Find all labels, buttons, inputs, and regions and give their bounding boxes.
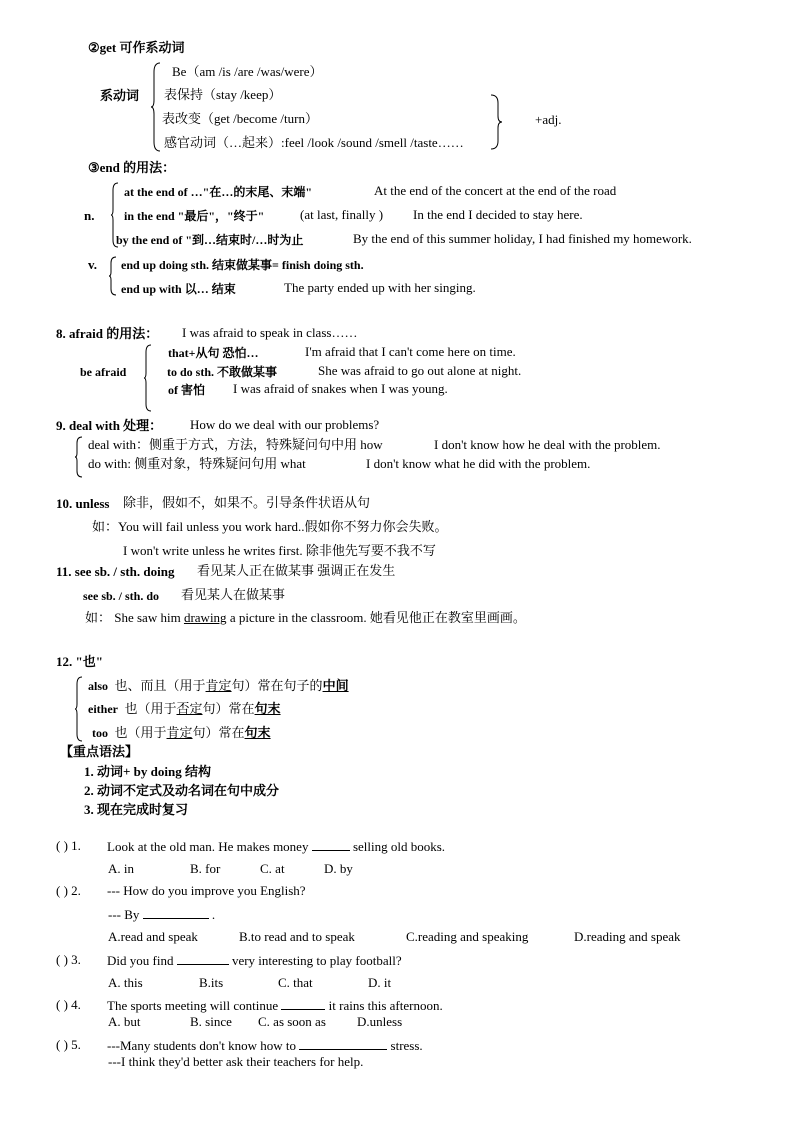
ye-too-text-b: 句）常在 (192, 725, 245, 740)
dealwith-head: 9. deal with 处理： (56, 418, 163, 433)
exercise-5-q-before: ---Many students don't know how to (107, 1038, 300, 1053)
end-n-term-1: at the end of …"在…的末尾、末端" (124, 185, 312, 199)
get-right-brace-icon (490, 94, 504, 150)
exercise-4-option-d: D.unless (357, 1014, 403, 1029)
get-row-3: 表改变（get /become /turn） (162, 111, 318, 126)
get-label: 系动词 (100, 88, 140, 103)
grammar-item-3: 3. 现在完成时复习 (84, 802, 189, 817)
exercise-1-option-b: B. for (190, 861, 221, 876)
afraid-term-1: that+从句 恐怕… (168, 346, 259, 360)
ye-row-too (92, 725, 271, 741)
see-term-2: see sb. / sth. do (83, 589, 160, 603)
unless-example-1: 如：You will fail unless you work hard..假如你不努力你会失败。 (92, 519, 448, 534)
afraid-example-1: I'm afraid that I can't come here on time. (305, 344, 516, 359)
exercise-5-question (107, 1037, 423, 1054)
see-example-rest: a picture in the classroom. 她看见他正在教室里画画。 (226, 610, 526, 625)
end-n-example-2: In the end I decided to stay here. (413, 207, 583, 222)
afraid-term-3: of 害怕 (168, 383, 205, 397)
end-n-term-2: in the end "最后"，"终于" (124, 209, 265, 223)
exercise-3-q-after: very interesting to play football? (228, 953, 402, 968)
exercise-1-blank[interactable] (312, 838, 350, 851)
end-n-term-3: by the end of "到…结束时/…时为止 (116, 233, 304, 247)
ye-either-key-2: 句末 (254, 701, 281, 716)
get-row-2: 表保持（stay /keep） (164, 87, 282, 102)
dealwith-term-1: deal with：侧重于方式，方法，特殊疑问句中用 how (88, 437, 383, 452)
exercise-4-option-c: C. as soon as (258, 1014, 326, 1029)
exercise-2-number: ( ) 2. (56, 883, 81, 898)
afraid-example-2: She was afraid to go out alone at night. (318, 363, 522, 378)
exercise-4-number: ( ) 4. (56, 997, 81, 1012)
exercise-3-question (107, 952, 402, 969)
exercise-3-option-b: B.its (199, 975, 224, 990)
exercise-1-option-a: A. in (108, 861, 134, 876)
ye-too-key-1: 肯定 (166, 725, 193, 740)
see-example (85, 610, 526, 626)
end-v-example-2: The party ended up with her singing. (284, 280, 476, 295)
ye-either-text-a: 也（用于 (124, 701, 177, 716)
dealwith-example-2: I don't know what he did with the problem. (366, 456, 591, 471)
exercise-2-option-b: B.to read and to speak (239, 929, 355, 944)
exercise-1-q-after: selling old books. (349, 839, 446, 854)
end-n-example-3: By the end of this summer holiday, I had finished my homework. (353, 231, 692, 246)
unless-head: 10. unless (56, 496, 110, 511)
afraid-head: 8. afraid 的用法： (56, 326, 159, 341)
dealwith-sentence: How do we deal with our problems? (190, 417, 380, 432)
end-n-note-2: (at last, finally ) (300, 207, 384, 222)
exercise-4-blank[interactable] (281, 997, 325, 1010)
ye-row-either (88, 701, 281, 717)
ye-too-text-a: 也（用于 (114, 725, 167, 740)
ye-row-also (88, 678, 349, 694)
exercise-2-option-a: A.read and speak (108, 929, 198, 944)
exercise-4-option-b: B. since (190, 1014, 232, 1029)
get-row-4: 感官动词（…起来）:feel /look /sound /smell /taste…… (164, 135, 464, 150)
afraid-sentence: I was afraid to speak in class…… (182, 325, 358, 340)
see-desc-1: 看见某人正在做某事 强调正在发生 (197, 563, 396, 578)
grammar-title: 【重点语法】 (60, 744, 139, 759)
end-v-term-1: end up doing sth. 结束做某事= finish doing sth. (121, 258, 364, 272)
see-head: 11. see sb. / sth. doing (56, 564, 175, 579)
see-desc-2: 看见某人在做某事 (181, 587, 286, 602)
end-v-label: v. (88, 257, 98, 272)
ye-also-text-a: 也、而且（用于 (114, 678, 206, 693)
afraid-term-2: to do sth. 不敢做某事 (167, 365, 278, 379)
ye-head: 12. "也" (56, 654, 103, 669)
exercise-5-blank[interactable] (299, 1037, 387, 1050)
ye-brace-icon (74, 676, 84, 742)
ye-also-key-2: 中间 (322, 678, 349, 693)
dealwith-example-1: I don't know how he deal with the problem. (434, 437, 661, 452)
afraid-brace-icon (143, 344, 153, 412)
exercise-4-q-after: it rains this afternoon. (325, 998, 443, 1013)
exercise-2-question: --- How do you improve you English? (107, 883, 306, 898)
exercise-1-q-before: Look at the old man. He makes money (107, 839, 312, 854)
dealwith-brace-icon (74, 436, 84, 478)
afraid-label: be afraid (80, 365, 127, 379)
exercise-1-option-c: C. at (260, 861, 285, 876)
end-v-term-2: end up with 以… 结束 (121, 282, 236, 296)
exercise-2-blank[interactable] (143, 906, 209, 919)
end-n-label: n. (84, 208, 95, 223)
exercise-3-blank[interactable] (177, 952, 229, 965)
see-example-underlined: drawing (183, 610, 227, 625)
exercise-5-number: ( ) 5. (56, 1037, 81, 1052)
get-title: ②get 可作系动词 (88, 40, 185, 55)
see-example-prefix: 如： She saw him (85, 610, 184, 625)
ye-too-key-2: 句末 (244, 725, 271, 740)
afraid-example-3: I was afraid of snakes when I was young. (233, 381, 448, 396)
ye-either-key-1: 否定 (176, 701, 203, 716)
ye-either-text-b: 句）常在 (202, 701, 255, 716)
grammar-item-1: 1. 动词+ by doing 结构 (84, 764, 211, 779)
dealwith-term-2: do with: 侧重对象，特殊疑问句用 what (88, 456, 306, 471)
exercise-2-line-2-text: --- By (108, 907, 143, 922)
get-row-1: Be（am /is /are /was/were） (172, 64, 323, 79)
exercise-4-q-before: The sports meeting will continue (107, 998, 282, 1013)
exercise-4-option-a: A. but (108, 1014, 141, 1029)
exercise-3-option-c: C. that (278, 975, 313, 990)
ye-word-too: too (92, 726, 108, 740)
end-v-brace-icon (108, 256, 118, 296)
get-left-brace-icon (150, 62, 162, 152)
unless-example-2: I won't write unless he writes first. 除非他先写要不我不写 (123, 543, 436, 558)
exercise-1-option-d: D. by (324, 861, 353, 876)
exercise-2-line-2: --- By . (108, 907, 216, 922)
exercise-1-number: ( ) 1. (56, 838, 81, 853)
ye-word-either: either (88, 702, 118, 716)
ye-also-text-b: 句）常在句子的 (231, 678, 323, 693)
get-adj: +adj. (535, 112, 562, 127)
exercise-2-option-d: D.reading and speak (574, 929, 681, 944)
exercise-3-number: ( ) 3. (56, 952, 81, 967)
exercise-5-line-2: ---I think they'd better ask their teachers for help. (108, 1054, 364, 1069)
ye-also-key-1: 肯定 (205, 678, 232, 693)
ye-word-also: also (88, 679, 109, 693)
exercise-3-q-before: Did you find (107, 953, 177, 968)
exercise-2-option-c: C.reading and speaking (406, 929, 529, 944)
exercise-4-question (107, 997, 443, 1014)
exercise-1-question (107, 838, 445, 855)
end-n-example-1: At the end of the concert at the end of the road (374, 183, 617, 198)
exercise-3-option-a: A. this (108, 975, 143, 990)
exercise-5-q-after: stress. (387, 1038, 423, 1053)
unless-desc: 除非，假如不，如果不。引导条件状语从句 (123, 495, 371, 510)
end-title: ③end 的用法： (88, 160, 176, 175)
grammar-item-2: 2. 动词不定式及动名词在句中成分 (84, 783, 280, 798)
exercise-3-option-d: D. it (368, 975, 392, 990)
